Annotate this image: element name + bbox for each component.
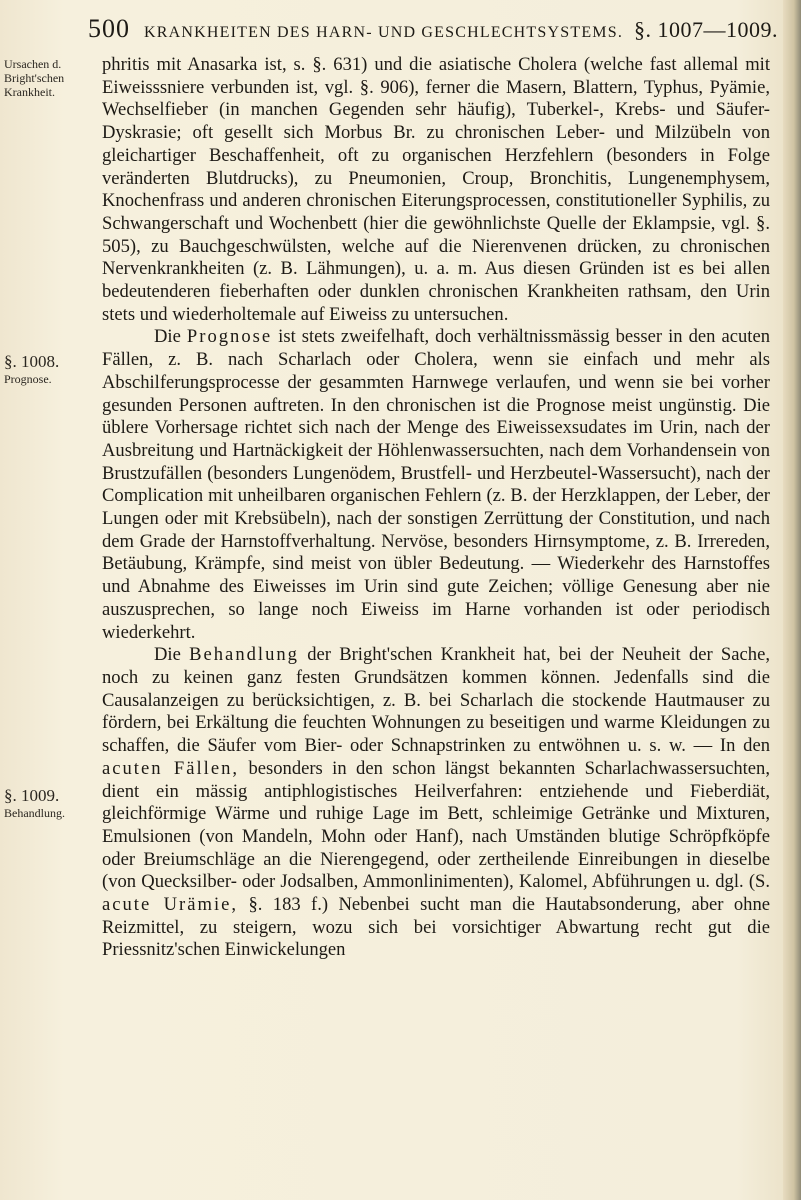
- margin-note-causes-line1: Ursachen d.: [4, 57, 62, 71]
- prognosis-term: Prognose: [186, 326, 273, 348]
- treatment-lead: Die: [154, 644, 181, 666]
- treatment-text-b: besonders in den schon längst bekannten Scharlachwassersuchten, dient ein mässig antiphlogistisches Heilverfahren: entziehende und Fieberdiät, gleichförmige Wärme und ruhige Lage im Bett, schleimige Getränke und Mixturen, Emulsionen (von Mandeln, Mohn oder Hanf), nach Umständen blutige Schröpfköpfe oder Breiumschläge an die Nierengegend, oder zertheilende Einreibungen in dieselbe (von Quecksilber- oder Jodsalben, Ammonlinimenten), Kalomel, Abführungen u. dgl. (S.: [102, 757, 770, 893]
- margin-note-causes-line3: Krankheit.: [4, 85, 55, 99]
- page-number: 500: [88, 14, 130, 43]
- prognosis-lead: Die: [154, 326, 181, 348]
- page-binding-edge: [783, 0, 801, 1200]
- margin-label-prognosis: Prognose.: [4, 372, 52, 386]
- treatment-text-c: §. 183 f.) Nebenbei sucht man die Hautabsonderung, aber ohne Reizmittel, zu steigern, wozu sich bei vorsichtiger Abwartung recht gut die Priessnitz'schen Einwickelungen: [102, 894, 771, 961]
- treatment-text-a: der Bright'schen Krankheit hat, bei der Neuheit der Sache, noch zu keinen ganz festen Grundsätzen kommen können. Jedenfalls sind die Causalanzeigen zu berücksichtigen, z. B. bei Scharlach die stockende Hautmauser zu fördern, bei Erkältung die feuchten Wohnungen zu beseitigen und warme Kleidungen zu schaffen, die Säufer vom Bier- oder Schnapstrinken zu entwöhnen u. s. w. — In den: [102, 644, 770, 757]
- treatment-term-acute: acuten Fällen,: [102, 757, 240, 779]
- margin-note-causes: [4, 57, 86, 99]
- margin-section-1008: §. 1008.: [4, 352, 60, 371]
- treatment-term-uremia: acute Urämie,: [102, 894, 239, 916]
- prognosis-text: ist stets zweifelhaft, doch verhältnissmässig besser in den acuten Fällen, z. B. nach Scharlach oder Cholera, wenn sie einfach und mehr als Abschilferungsprocesse der gesammten Harnwege verlaufen, und wenn sie bei vorher gesunden Personen auftreten. In den chronischen ist die Prognose meist ungünstig. Die üblere Vorhersage richtet sich nach der Menge des Eiweissexsudates im Urin, nach der Ausbreitung und Hartnäckigkeit der Höhlenwassersuchten, nach dem Vorhandensein von Brustzufällen (besonders Lungenödem, Brustfell- und Herzbeutel-Wassersucht), nach der Complication mit unheilbaren organischen Fehlern (z. B. der Herzklappen, der Leber, der Lungen oder mit Krebsübeln), nach der sonstigen Zerrüttung der Constitution, und nach dem Grade der Harnstoffverhaltung. Nervöse, besonders Hirnsymptome, z. B. Irrereden, Betäubung, Krämpfe, sind meist von übler Bedeutung. — Wiederkehr des Harnstoffes und Abnahme des Eiweisses im Urin sind gute Zeichen; völlige Genesung aber nie auszusprechen, so lange noch Eiweiss im Harne vorhanden ist oder periodisch wiederkehrt.: [102, 326, 770, 643]
- section-range: §. 1007—1009.: [634, 17, 778, 42]
- margin-note-prognosis: [4, 352, 86, 386]
- treatment-term: Behandlung: [189, 644, 299, 666]
- page-header: [88, 14, 778, 48]
- body-text: [102, 54, 770, 962]
- paragraph-treatment: [102, 644, 770, 962]
- margin-note-treatment: [4, 786, 86, 820]
- running-head: KRANKHEITEN DES HARN- UND GESCHLECHTSYSTEMS.: [144, 24, 624, 41]
- margin-label-treatment: Behandlung.: [4, 806, 65, 820]
- margin-section-1009: §. 1009.: [4, 786, 60, 805]
- paragraph-prognosis: [102, 326, 770, 644]
- paragraph-causes: phritis mit Anasarka ist, s. §. 631) und die asiatische Cholera (welche fast allemal mit Eiweisssniere verbunden ist, vgl. §. 906), ferner die Masern, Blattern, Typhus, Pyämie, Wechselfieber (in manchen Gegenden sehr häufig), Tuberkel-, Krebs- und Säufer-Dyskrasie; oft gesellt sich Morbus Br. zu chronischen Leber- und Milzübeln von gleichartiger Beschaffenheit, oft zu organischen Herzfehlern (besonders in Folge veränderten Blutdrucks), zu Pneumonien, Croup, Bronchitis, Lungenemphysem, Knochenfrass und anderen chronischen Eiterungsprocessen, constitutioneller Syphilis, zu Schwangerschaft und Wochenbett (hier die gewöhnlichste Quelle der Eklampsie, vgl. §. 505), zu Bauchgeschwülsten, welche auf die Nierenvenen drücken, zu chronischen Nervenkrankheiten (z. B. Lähmungen), u. a. m. Aus diesen Gründen ist es bei allen bedeutenderen fieberhaften oder dunklen chronischen Krankheiten rathsam, den Urin stets und wiederholtemale auf Eiweiss zu untersuchen.: [102, 54, 770, 325]
- margin-note-causes-line2: Bright'schen: [4, 71, 65, 85]
